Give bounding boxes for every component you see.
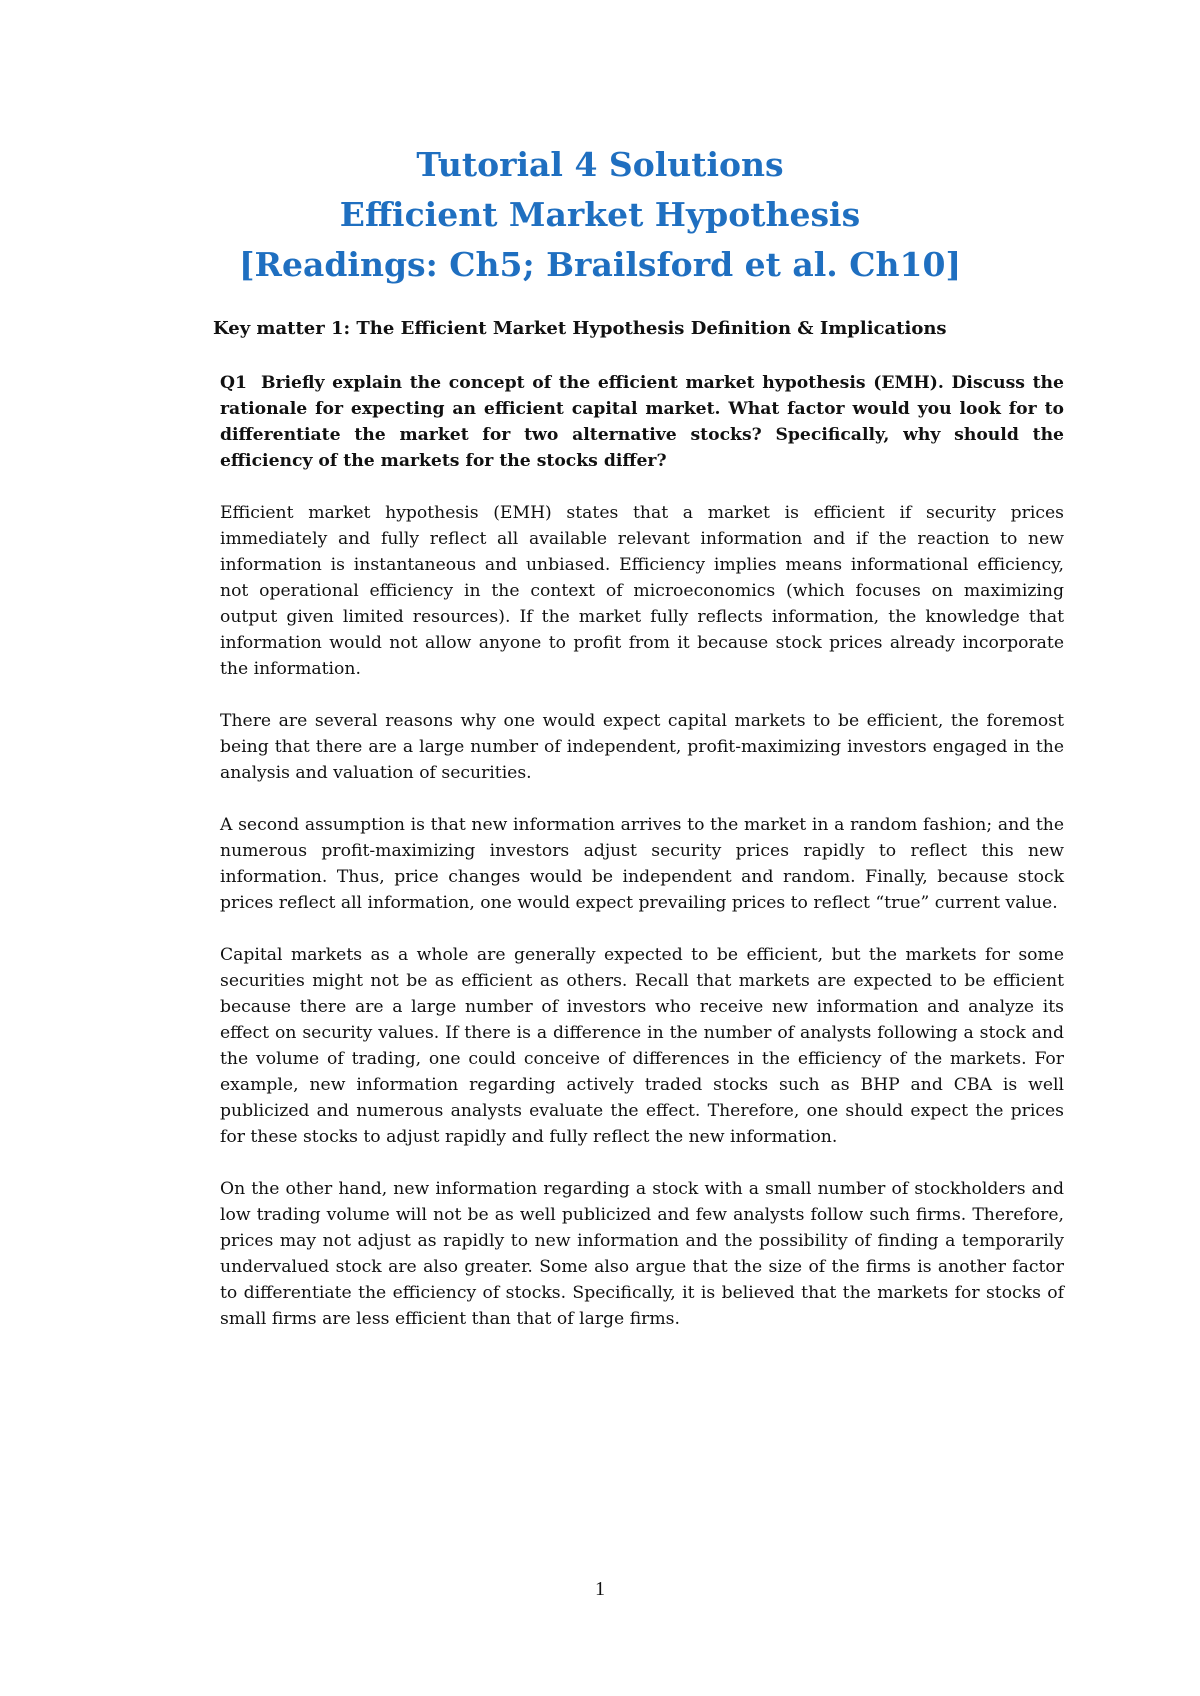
question-number: Q1: [220, 373, 247, 393]
answer-paragraph-4: Capital markets as a whole are generally expected to be efficient, but the markets for some securities might not be as efficient as others. Recall that markets are expected to be efficient because there are a large number of investors who receive new information and analyze its effect on security values. If there is a difference in the number of analysts following a stock and the volume of trading, one could conceive of differences in the efficiency of the markets. For example, new information regarding actively traded stocks such as BHP and CBA is well publicized and numerous analysts evaluate the effect. Therefore, one should expect the prices for these stocks to adjust rapidly and fully reflect the new information.: [220, 945, 1064, 1147]
answer-paragraph-5: On the other hand, new information regarding a stock with a small number of stockholders and low trading volume will not be as well publicized and few analysts follow such firms. Therefore, prices may not adjust as rapidly to new information and the possibility of finding a temporarily undervalued stock are also greater. Some also argue that the size of the firms is another factor to differentiate the efficiency of stocks. Specifically, it is believed that the markets for stocks of small firms are less efficient than that of large firms.: [220, 1179, 1064, 1329]
answer-paragraph-1: Efficient market hypothesis (EMH) states that a market is efficient if security prices immediately and fully reflect all available relevant information and if the reaction to new information is instantaneous and unbiased. Efficiency implies means informational efficiency, not operational efficiency in the context of microeconomics (which focuses on maximizing output given limited resources). If the market fully reflects information, the knowledge that information would not allow anyone to profit from it because stock prices already incorporate the information.: [220, 503, 1064, 679]
document-body: [220, 370, 1064, 1358]
title-block: [0, 140, 1200, 290]
question-q1: [220, 370, 1064, 474]
title-line-1: Tutorial 4 Solutions: [416, 145, 784, 184]
answer-paragraph-2: There are several reasons why one would expect capital markets to be efficient, the foremost being that there are a large number of independent, profit-maximizing investors engaged in the analysis and valuation of securities.: [220, 711, 1064, 783]
title-line-3: [Readings: Ch5; Brailsford et al. Ch10]: [238, 245, 962, 284]
title-line-2: Efficient Market Hypothesis: [339, 195, 861, 234]
answer-paragraph-3: A second assumption is that new information arrives to the market in a random fashion; and the numerous profit-maximizing investors adjust security prices rapidly to reflect this new information. Thus, price changes would be independent and random. Finally, because stock prices reflect all information, one would expect prevailing prices to reflect “true” current value.: [220, 815, 1064, 913]
page-number: 1: [595, 1578, 605, 1600]
key-matter-heading: Key matter 1: The Efficient Market Hypothesis Definition & Implications: [213, 318, 947, 339]
question-text: Briefly explain the concept of the efficient market hypothesis (EMH). Discuss the rationale for expecting an efficient capital market. What factor would you look for to differentiate the market for two alternative stocks? Specifically, why should the efficiency of the markets for the stocks differ?: [220, 373, 1064, 471]
